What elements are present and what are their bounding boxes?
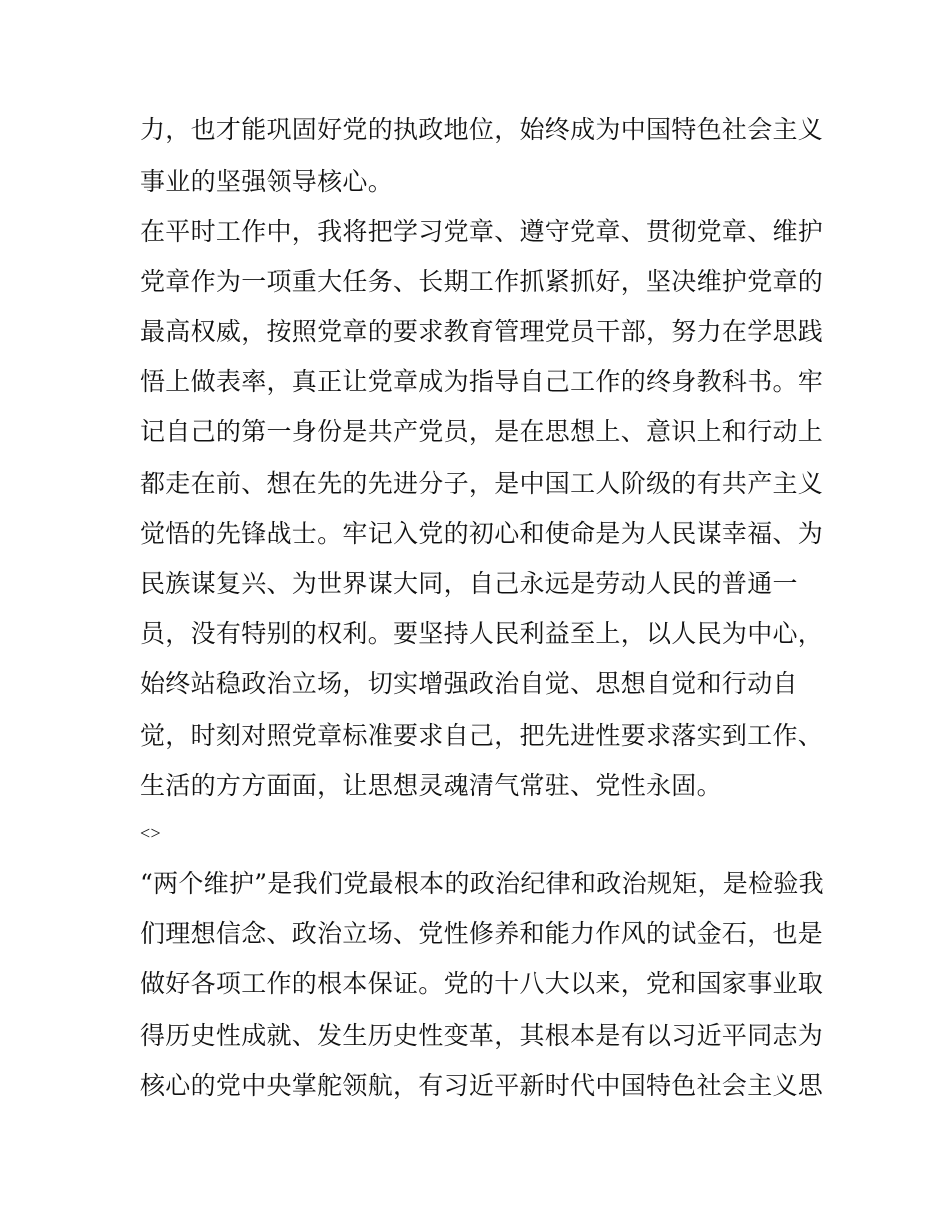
text-line: 核心的党中央掌舵领航，有习近平新时代中国特色社会主义思: [140, 1071, 824, 1100]
text-line: 事业的坚强领导核心。: [140, 167, 394, 196]
text-line: 们理想信念、政治立场、党性修养和能力作风的试金石，也是: [140, 919, 824, 948]
text-line: 都走在前、想在先的先进分子，是中国工人阶级的有共产主义: [140, 469, 824, 498]
text-line: 得历史性成就、发生历史性变革，其根本是有以习近平同志为: [140, 1021, 824, 1050]
placeholder-marker: <>: [140, 823, 161, 843]
text-line: 员，没有特别的权利。要坚持人民利益至上，以人民为中心，: [140, 619, 824, 648]
text-line: 觉悟的先锋战士。牢记入党的初心和使命是为人民谋幸福、为: [140, 519, 824, 548]
text-line: 力，也才能巩固好党的执政地位，始终成为中国特色社会主义: [140, 115, 824, 144]
text-line: 生活的方方面面，让思想灵魂清气常驻、党性永固。: [140, 771, 722, 800]
text-line: 在平时工作中，我将把学习党章、遵守党章、贯彻党章、维护: [140, 217, 824, 246]
text-line: 党章作为一项重大任务、长期工作抓紧抓好，坚决维护党章的: [140, 267, 824, 296]
text-line: 悟上做表率，真正让党章成为指导自己工作的终身教科书。牢: [140, 367, 824, 396]
text-line: 最高权威，按照党章的要求教育管理党员干部，努力在学思践: [140, 317, 824, 346]
text-line: 做好各项工作的根本保证。党的十八大以来，党和国家事业取: [140, 969, 824, 998]
text-line: 记自己的第一身份是共产党员，是在思想上、意识上和行动上: [140, 417, 824, 446]
text-line: 民族谋复兴、为世界谋大同，自己永远是劳动人民的普通一: [140, 569, 798, 598]
text-line: “两个维护”是我们党最根本的政治纪律和政治规矩，是检验我: [140, 869, 824, 898]
text-line: 始终站稳政治立场，切实增强政治自觉、思想自觉和行动自: [140, 669, 798, 698]
text-line: 觉，时刻对照党章标准要求自己，把先进性要求落实到工作、: [140, 721, 824, 750]
